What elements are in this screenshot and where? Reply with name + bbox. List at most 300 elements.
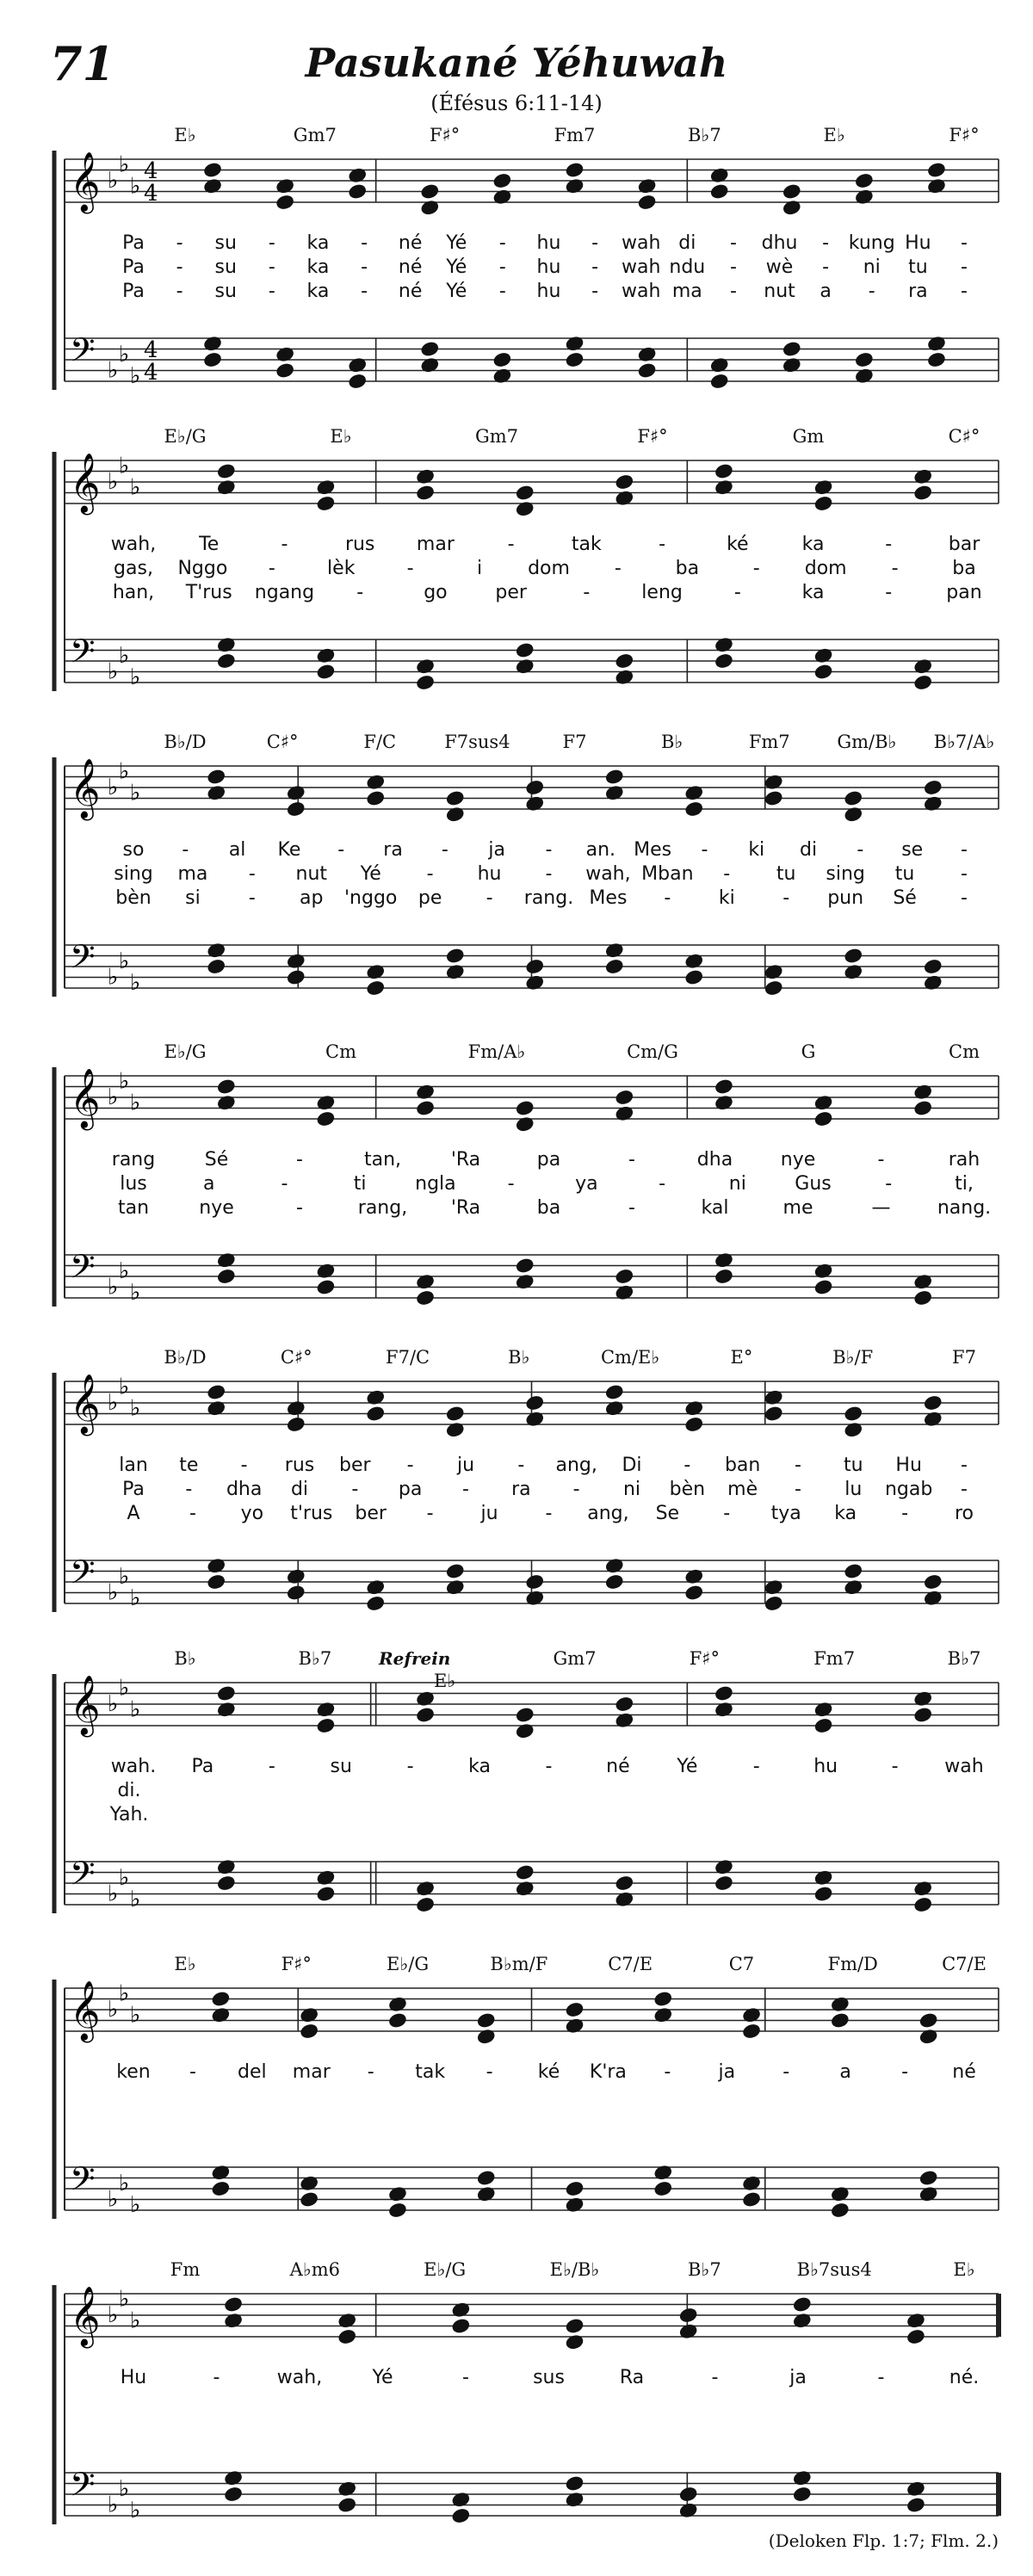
lyric-syllable: lus (120, 1173, 147, 1195)
lyric-syllable: ber (355, 1503, 387, 1524)
lyric-syllable: - (664, 2061, 671, 2083)
key-flat: ♭ (108, 1997, 119, 2023)
lyric-syllable: del (238, 2061, 267, 2083)
chord-symbol: F7 (562, 732, 587, 752)
lyric-syllable: te (179, 1455, 199, 1476)
lyric-syllable: rus (284, 1455, 315, 1476)
lyric-syllable: ber (339, 1455, 371, 1476)
lyric-syllable: wah, (585, 863, 631, 885)
bass-clef: 𝄢 (70, 1247, 96, 1294)
notehead (914, 485, 932, 500)
lyric-syllable: an. (585, 839, 616, 861)
lyric-syllable: Yé (446, 256, 467, 278)
lyric-syllable: - (240, 1455, 248, 1476)
key-flat: ♭ (119, 2170, 130, 2196)
lyric-syllable: - (822, 256, 830, 278)
lyric-syllable: hu (813, 1756, 838, 1777)
lyric-syllable: rang. (523, 887, 574, 909)
notehead (287, 1417, 305, 1432)
notehead (742, 2023, 760, 2039)
key-flat: ♭ (119, 453, 130, 479)
lyric-syllable: rus (344, 534, 375, 555)
chord-symbol: Fm7 (554, 125, 596, 145)
lyric-syllable: ki (718, 887, 735, 909)
notehead (685, 969, 703, 985)
treble-clef: 𝄞 (70, 453, 101, 513)
notehead (782, 183, 801, 199)
lyric-syllable: Hu (120, 2367, 147, 2388)
key-flat: ♭ (119, 341, 130, 368)
notehead (814, 1111, 832, 1127)
notehead (831, 2012, 849, 2028)
key-flat: ♭ (119, 1257, 130, 1284)
lyric-syllable: rang (111, 1149, 156, 1171)
notehead (421, 183, 439, 199)
lyric-syllable: - (545, 1503, 553, 1524)
lyric-syllable: - (752, 1756, 760, 1777)
notehead (654, 2181, 672, 2196)
chord-symbol: Fm/A♭ (467, 1041, 526, 1062)
notehead (924, 1574, 942, 1590)
lyric-syllable: ngla (415, 1173, 456, 1195)
chord-symbol: G (801, 1041, 816, 1062)
notehead (714, 1685, 733, 1701)
notehead (844, 1405, 863, 1421)
notehead (516, 485, 534, 500)
lyric-syllable: - (498, 281, 506, 302)
treble-clef: 𝄞 (70, 151, 101, 212)
chord-symbol: C♯° (266, 732, 299, 752)
lyric-line-verse-2 (0, 558, 1033, 582)
lyric-syllable: ja (488, 839, 505, 861)
notehead (317, 1886, 335, 1901)
lyric-syllable: - (885, 582, 893, 603)
lyric-syllable: - (361, 232, 368, 254)
lyric-syllable: go (424, 582, 448, 603)
lyric-syllable: - (891, 558, 899, 579)
lyric-syllable: - (176, 256, 183, 278)
chord-symbols (0, 1954, 1033, 1978)
lyric-syllable: Yé (446, 232, 467, 254)
lyric-syllable: - (822, 232, 830, 254)
lyric-syllable: Yé (372, 2367, 393, 2388)
lyric-syllable: ya (575, 1173, 598, 1195)
chord-symbol: F/C (363, 732, 397, 752)
lyric-syllable: Yé (446, 281, 467, 302)
lyric-syllable: 'Ra (450, 1197, 481, 1219)
notehead (367, 1405, 385, 1421)
lyric-syllable: - (961, 839, 968, 861)
lyric-line-verse-3 (0, 1804, 1033, 1828)
lyric-syllable: ngab (884, 1479, 933, 1500)
chord-symbol: E♭/G (387, 1954, 430, 1974)
key-flat: ♭ (130, 780, 141, 806)
lyric-syllable: - (498, 232, 506, 254)
lyric-syllable: - (296, 1149, 303, 1171)
lyric-syllable: si (185, 887, 201, 909)
notehead (388, 2012, 406, 2028)
lyric-syllable: - (182, 839, 189, 861)
notehead (477, 2170, 495, 2185)
bass-clef: 𝄢 (70, 1854, 96, 1900)
lyric-syllable: a (202, 1173, 215, 1195)
lyric-syllable: - (545, 863, 553, 885)
lyric-syllable: Mes (634, 839, 672, 861)
lyric-syllable: - (268, 281, 275, 302)
lyric-syllable: hu (536, 232, 561, 254)
key-flat: ♭ (119, 1675, 130, 1702)
lyric-syllable: ké (537, 2061, 560, 2083)
key-flat: ♭ (130, 664, 141, 690)
key-flat: ♭ (130, 362, 141, 389)
notehead (814, 496, 832, 511)
notehead (714, 1269, 733, 1284)
notehead (924, 959, 942, 974)
lyric-syllable: - (961, 232, 968, 254)
notehead (452, 2508, 470, 2523)
chord-symbol: B♭/D (164, 1347, 207, 1368)
notehead (317, 1718, 335, 1733)
lyric-line-verse-1 (0, 2367, 1033, 2391)
lyric-syllable: pan (946, 582, 982, 603)
notehead (493, 352, 511, 368)
lyric-syllable: tan (117, 1197, 150, 1219)
lyric-syllable: - (628, 1149, 635, 1171)
lyric-syllable: wah (622, 232, 661, 254)
notehead (710, 374, 728, 389)
lyric-syllable: di (800, 839, 818, 861)
chord-symbols (0, 125, 1033, 149)
lyric-syllable: né. (949, 2367, 980, 2388)
chord-symbol: E♭ (434, 1671, 456, 1691)
chord-symbols (0, 1648, 1033, 1691)
lyric-syllable: - (664, 887, 671, 909)
scripture-reference: (Éfésus 6:11-14) (430, 91, 603, 115)
lyric-syllable: wah, (110, 534, 157, 555)
lyric-syllable: - (901, 1503, 909, 1524)
lyric-syllable: lu (844, 1479, 863, 1500)
lyric-syllable: - (961, 863, 968, 885)
bass-clef: 𝄢 (70, 2159, 96, 2206)
lyric-syllable: - (486, 887, 493, 909)
notehead (416, 675, 434, 690)
chord-symbol: F♯° (430, 125, 461, 145)
key-flat: ♭ (130, 969, 141, 996)
notehead (814, 664, 832, 679)
notehead (477, 2012, 495, 2028)
lyric-syllable: Hu (895, 1455, 922, 1476)
lyric-syllable: a (839, 2061, 851, 2083)
notehead (566, 162, 584, 177)
lyric-syllable: - (367, 2061, 374, 2083)
lyric-syllable: Nggo (177, 558, 228, 579)
key-flat: ♭ (108, 357, 119, 384)
notehead (924, 1395, 942, 1411)
hymn-number: 71 (50, 36, 115, 91)
lyric-syllable: nye (199, 1197, 234, 1219)
lyric-syllable: tak (415, 2061, 446, 2083)
lyric-syllable: - (795, 1455, 801, 1476)
chord-symbol: Cm/G (627, 1041, 678, 1062)
notehead (914, 1100, 932, 1115)
key-flat: ♭ (119, 642, 130, 669)
lyric-syllable: - (729, 256, 737, 278)
lyric-syllable: han, (112, 582, 155, 603)
notehead (685, 1585, 703, 1600)
lyric-syllable: dha (226, 1479, 263, 1500)
notehead (793, 2296, 811, 2312)
notehead (217, 1269, 235, 1284)
time-signature: 4 (144, 158, 158, 184)
chord-symbols (0, 1347, 1033, 1371)
lyric-syllable: gas, (114, 558, 153, 579)
key-flat: ♭ (130, 1395, 141, 1422)
lyric-line-verse-3 (0, 887, 1033, 911)
notehead (566, 352, 584, 368)
notehead (207, 959, 226, 974)
lyric-syllable: - (723, 1503, 731, 1524)
lyric-syllable: leng (641, 582, 683, 603)
lyric-syllable: ba (536, 1197, 561, 1219)
chord-symbol: C7/E (608, 1954, 653, 1974)
key-flat: ♭ (108, 168, 119, 194)
lyric-syllable: ro (954, 1503, 974, 1524)
lyric-syllable: di (678, 232, 696, 254)
lyric-syllable: - (628, 1197, 635, 1219)
notehead (844, 948, 863, 963)
notehead (493, 173, 511, 188)
lyric-syllable: bèn (115, 887, 152, 909)
lyric-syllable: - (659, 1173, 666, 1195)
lyric-syllable: A (127, 1503, 140, 1524)
notehead (615, 474, 634, 490)
chord-symbol: Cm (949, 1041, 980, 1062)
lyric-syllable: hu (477, 863, 502, 885)
notehead (224, 2486, 242, 2502)
notehead (338, 2329, 356, 2344)
notehead (516, 1864, 534, 1880)
treble-clef: 𝄞 (70, 2286, 101, 2346)
lyric-line-verse-1 (0, 232, 1033, 256)
lyric-syllable: né (606, 1756, 630, 1777)
lyric-syllable: dhu (761, 232, 798, 254)
lyric-syllable: tu (776, 863, 796, 885)
notehead (388, 2202, 406, 2218)
chord-symbol: F7 (952, 1347, 976, 1368)
notehead (924, 780, 942, 795)
chord-symbol: E♭/G (164, 426, 207, 447)
key-flat: ♭ (130, 173, 141, 200)
chord-symbols (0, 426, 1033, 450)
lyric-syllable: dom (804, 558, 847, 579)
lyric-syllable: Pa (122, 256, 145, 278)
lyric-syllable: ti, (955, 1173, 974, 1195)
lyric-syllable: - (885, 1173, 893, 1195)
chord-symbols (0, 732, 1033, 756)
chord-symbols (0, 1041, 1033, 1066)
lyric-syllable: ka (468, 1756, 491, 1777)
lyric-syllable: se (901, 839, 924, 861)
notehead (207, 769, 226, 784)
notehead (566, 2002, 584, 2017)
lyric-syllable: ka (801, 534, 825, 555)
notehead (516, 1257, 534, 1273)
notehead (679, 2486, 697, 2502)
chord-symbol: Gm (792, 426, 825, 447)
lyric-syllable: mè (727, 1479, 758, 1500)
lyric-syllable: - (296, 1197, 303, 1219)
chord-symbol: F♯° (281, 1954, 312, 1974)
notehead (679, 2307, 697, 2323)
notehead (927, 162, 945, 177)
lyric-syllable: ti (353, 1173, 367, 1195)
lyric-syllable: lan (119, 1455, 148, 1476)
key-flat: ♭ (130, 2307, 141, 2334)
chord-symbol: Cm/E♭ (600, 1347, 660, 1368)
lyric-line-verse-1 (0, 1149, 1033, 1173)
lyric-syllable: - (248, 887, 256, 909)
lyric-syllable: rah (948, 1149, 980, 1171)
lyric-syllable: - (213, 2367, 220, 2388)
notehead (207, 1574, 226, 1590)
key-flat: ♭ (119, 948, 130, 974)
notehead (615, 1875, 634, 1891)
notehead (914, 1290, 932, 1306)
notehead (452, 2318, 470, 2333)
refrain-label: Refrein (379, 1648, 451, 1669)
lyric-syllable: Pa (191, 1756, 214, 1777)
lyric-syllable: T'rus (185, 582, 232, 603)
lyric-syllable: kal (701, 1197, 729, 1219)
time-signature: 4 (144, 337, 158, 363)
notehead (615, 653, 634, 669)
lyric-syllable: - (361, 256, 368, 278)
lyric-syllable: ra (383, 839, 403, 861)
lyric-syllable: - (507, 1173, 515, 1195)
lyric-syllable: - (729, 281, 737, 302)
bass-clef: 𝄢 (70, 632, 96, 678)
lyric-syllable: - (545, 1756, 553, 1777)
chord-symbol: B♭ (660, 732, 684, 752)
lyric-syllable: - (733, 582, 741, 603)
lyric-syllable: - (248, 863, 256, 885)
lyric-syllable: rang, (357, 1197, 408, 1219)
treble-clef: 𝄞 (70, 1980, 101, 2041)
bass-clef: 𝄢 (70, 937, 96, 984)
notehead (300, 2191, 318, 2207)
lyric-syllable: né (398, 256, 423, 278)
lyric-syllable: wah (622, 281, 661, 302)
lyric-syllable: 'Ra (450, 1149, 481, 1171)
chord-symbol: Gm/B♭ (837, 732, 897, 752)
lyric-syllable: - (591, 256, 599, 278)
lyric-syllable: Te (199, 534, 220, 555)
lyric-syllable: tak (571, 534, 602, 555)
chord-symbol: E♭/B♭ (549, 2259, 600, 2280)
lyric-syllable: dha (696, 1149, 733, 1171)
lyric-syllable: mar (292, 2061, 331, 2083)
lyric-line-verse-2 (0, 1173, 1033, 1197)
lyric-syllable: lèk (327, 558, 356, 579)
key-flat: ♭ (108, 1084, 119, 1110)
lyric-syllable: - (406, 558, 414, 579)
lyric-syllable: ang, (587, 1503, 629, 1524)
lyric-syllable: - (591, 232, 599, 254)
notehead (367, 1596, 385, 1611)
lyric-syllable: - (961, 256, 968, 278)
lyric-syllable: wah (622, 256, 661, 278)
notehead (638, 195, 656, 210)
chord-symbol: Gm7 (293, 125, 337, 145)
lyric-syllable: ka (834, 1503, 857, 1524)
lyric-syllable: t'rus (290, 1503, 333, 1524)
notehead (275, 195, 294, 210)
notehead (710, 183, 728, 199)
notehead (212, 1991, 230, 2006)
notehead (605, 1384, 623, 1399)
key-flat: ♭ (130, 1886, 141, 1912)
chord-symbol: B♭7 (298, 1648, 332, 1669)
lyric-syllable: - (545, 839, 553, 861)
lyric-syllable: ken (116, 2061, 151, 2083)
chord-symbol: B♭/F (832, 1347, 874, 1368)
treble-clef: 𝄞 (70, 1068, 101, 1128)
lyric-syllable: ju (456, 1455, 475, 1476)
key-flat: ♭ (108, 1881, 119, 1907)
lyric-syllable: - (711, 2367, 719, 2388)
lyric-syllable: - (189, 2061, 196, 2083)
key-flat: ♭ (130, 1279, 141, 1306)
notehead (217, 1685, 235, 1701)
lyric-syllable: - (337, 839, 345, 861)
lyric-syllable: wè (765, 256, 794, 278)
notehead (914, 675, 932, 690)
notehead (317, 496, 335, 511)
chord-symbol: E♭ (953, 2259, 975, 2280)
notehead (764, 1596, 782, 1611)
notehead (742, 2191, 760, 2207)
notehead (287, 1585, 305, 1600)
lyric-syllable: - (268, 558, 275, 579)
lyric-syllable: tu (908, 256, 928, 278)
lyric-syllable: su (214, 281, 237, 302)
lyric-syllable: ba (675, 558, 700, 579)
lyric-syllable: - (176, 232, 183, 254)
notehead (367, 790, 385, 806)
lyric-syllable: so (122, 839, 145, 861)
chord-symbol: B♭ (508, 1347, 530, 1368)
notehead (793, 2486, 811, 2502)
lyric-syllable: - (268, 1756, 275, 1777)
lyric-syllable: - (406, 1455, 414, 1476)
notehead (203, 162, 221, 177)
notehead (566, 2181, 584, 2196)
notehead (714, 1078, 733, 1094)
lyric-syllable: su (330, 1756, 352, 1777)
lyric-syllable: né (398, 281, 423, 302)
notehead (516, 1100, 534, 1115)
lyric-syllable: Pa (122, 281, 145, 302)
lyric-syllable: - (885, 534, 893, 555)
lyric-syllable: - (961, 281, 968, 302)
treble-clef: 𝄞 (70, 758, 101, 819)
lyric-syllable: di. (117, 1780, 141, 1801)
lyric-syllable: - (684, 1455, 691, 1476)
notehead (927, 352, 945, 368)
key-flat: ♭ (108, 1579, 119, 1606)
lyric-syllable: i (477, 558, 483, 579)
notehead (516, 1707, 534, 1722)
